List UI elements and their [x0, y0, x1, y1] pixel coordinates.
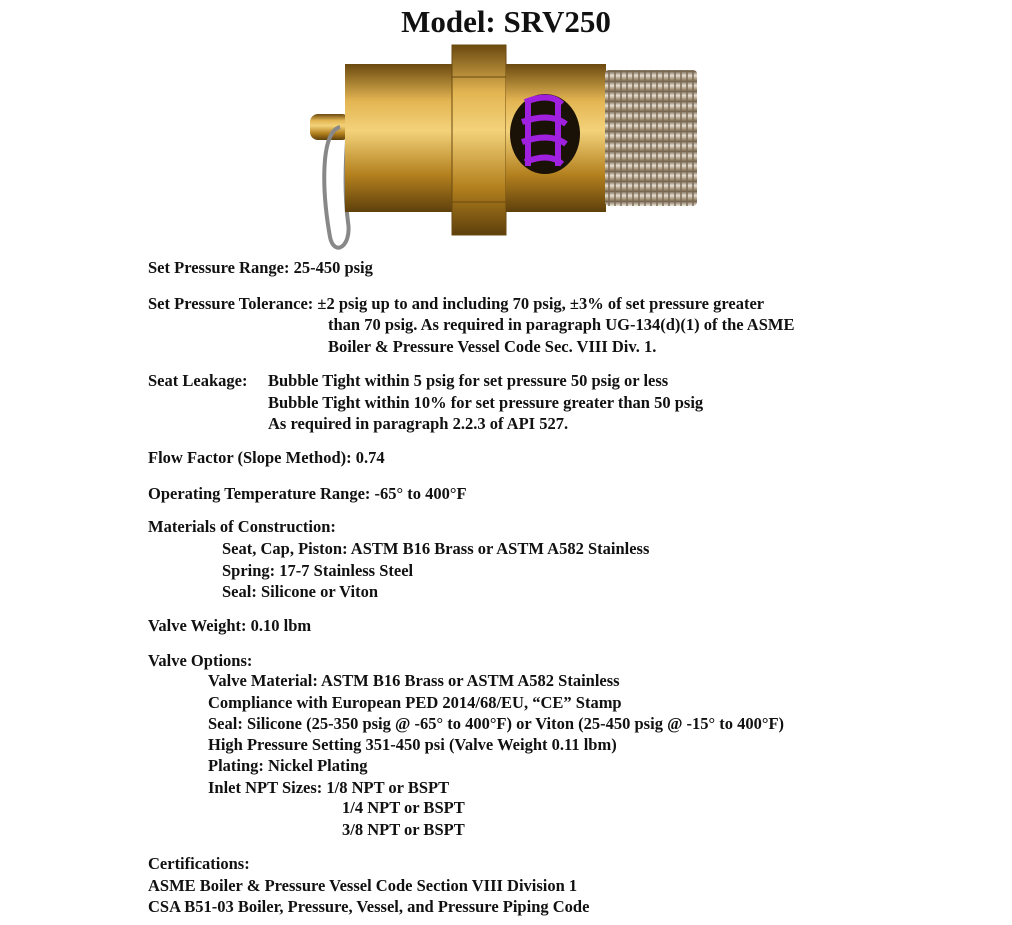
option-item: Seal: Silicone (25-350 psig @ -65° to 400°F) or Viton (25-450 psig @ -15° to 400°F)	[208, 714, 785, 733]
seat-leakage-label: Seat Leakage:	[148, 371, 248, 390]
option-size: 1/4 NPT or BSPT	[342, 798, 465, 817]
materials-item: Seal: Silicone or Viton	[222, 582, 378, 601]
certification-item: ASME Boiler & Pressure Vessel Code Section VIII Division 1	[148, 876, 578, 895]
seat-leakage-line: Bubble Tight within 10% for set pressure greater than 50 psig	[268, 393, 704, 412]
option-item: High Pressure Setting 351-450 psi (Valve Weight 0.11 lbm)	[208, 735, 617, 754]
option-item: Compliance with European PED 2014/68/EU, “CE” Stamp	[208, 693, 622, 712]
materials-heading: Materials of Construction:	[148, 517, 336, 536]
materials-item: Seat, Cap, Piston: ASTM B16 Brass or ASTM A582 Stainless	[222, 539, 650, 558]
tolerance-line: than 70 psig. As required in paragraph UG-134(d)(1) of the ASME	[328, 315, 795, 334]
valve-weight: Valve Weight: 0.10 lbm	[148, 616, 312, 635]
tolerance-line: Boiler & Pressure Vessel Code Sec. VIII Div. 1.	[328, 337, 657, 356]
materials-item: Spring: 17-7 Stainless Steel	[222, 561, 414, 580]
flow-factor: Flow Factor (Slope Method): 0.74	[148, 448, 385, 467]
valve-illustration	[300, 42, 700, 252]
options-heading: Valve Options:	[148, 651, 253, 670]
option-item: Inlet NPT Sizes: 1/8 NPT or BSPT	[208, 778, 450, 797]
page-title: Model: SRV250	[401, 4, 611, 39]
option-item: Plating: Nickel Plating	[208, 756, 368, 775]
seat-leakage-line: Bubble Tight within 5 psig for set pressure 50 psig or less	[268, 371, 669, 390]
certifications-heading: Certifications:	[148, 854, 250, 873]
set-pressure-range: Set Pressure Range: 25-450 psig	[148, 258, 373, 277]
option-item: Valve Material: ASTM B16 Brass or ASTM A582 Stainless	[208, 671, 620, 690]
certification-item: CSA B51-03 Boiler, Pressure, Vessel, and Pressure Piping Code	[148, 897, 590, 916]
operating-temperature: Operating Temperature Range: -65° to 400°F	[148, 484, 467, 503]
tolerance-line: Set Pressure Tolerance: ±2 psig up to and including 70 psig, ±3% of set pressure greater	[148, 294, 765, 313]
option-size: 3/8 NPT or BSPT	[342, 820, 465, 839]
seat-leakage-line: As required in paragraph 2.2.3 of API 527.	[268, 414, 569, 433]
